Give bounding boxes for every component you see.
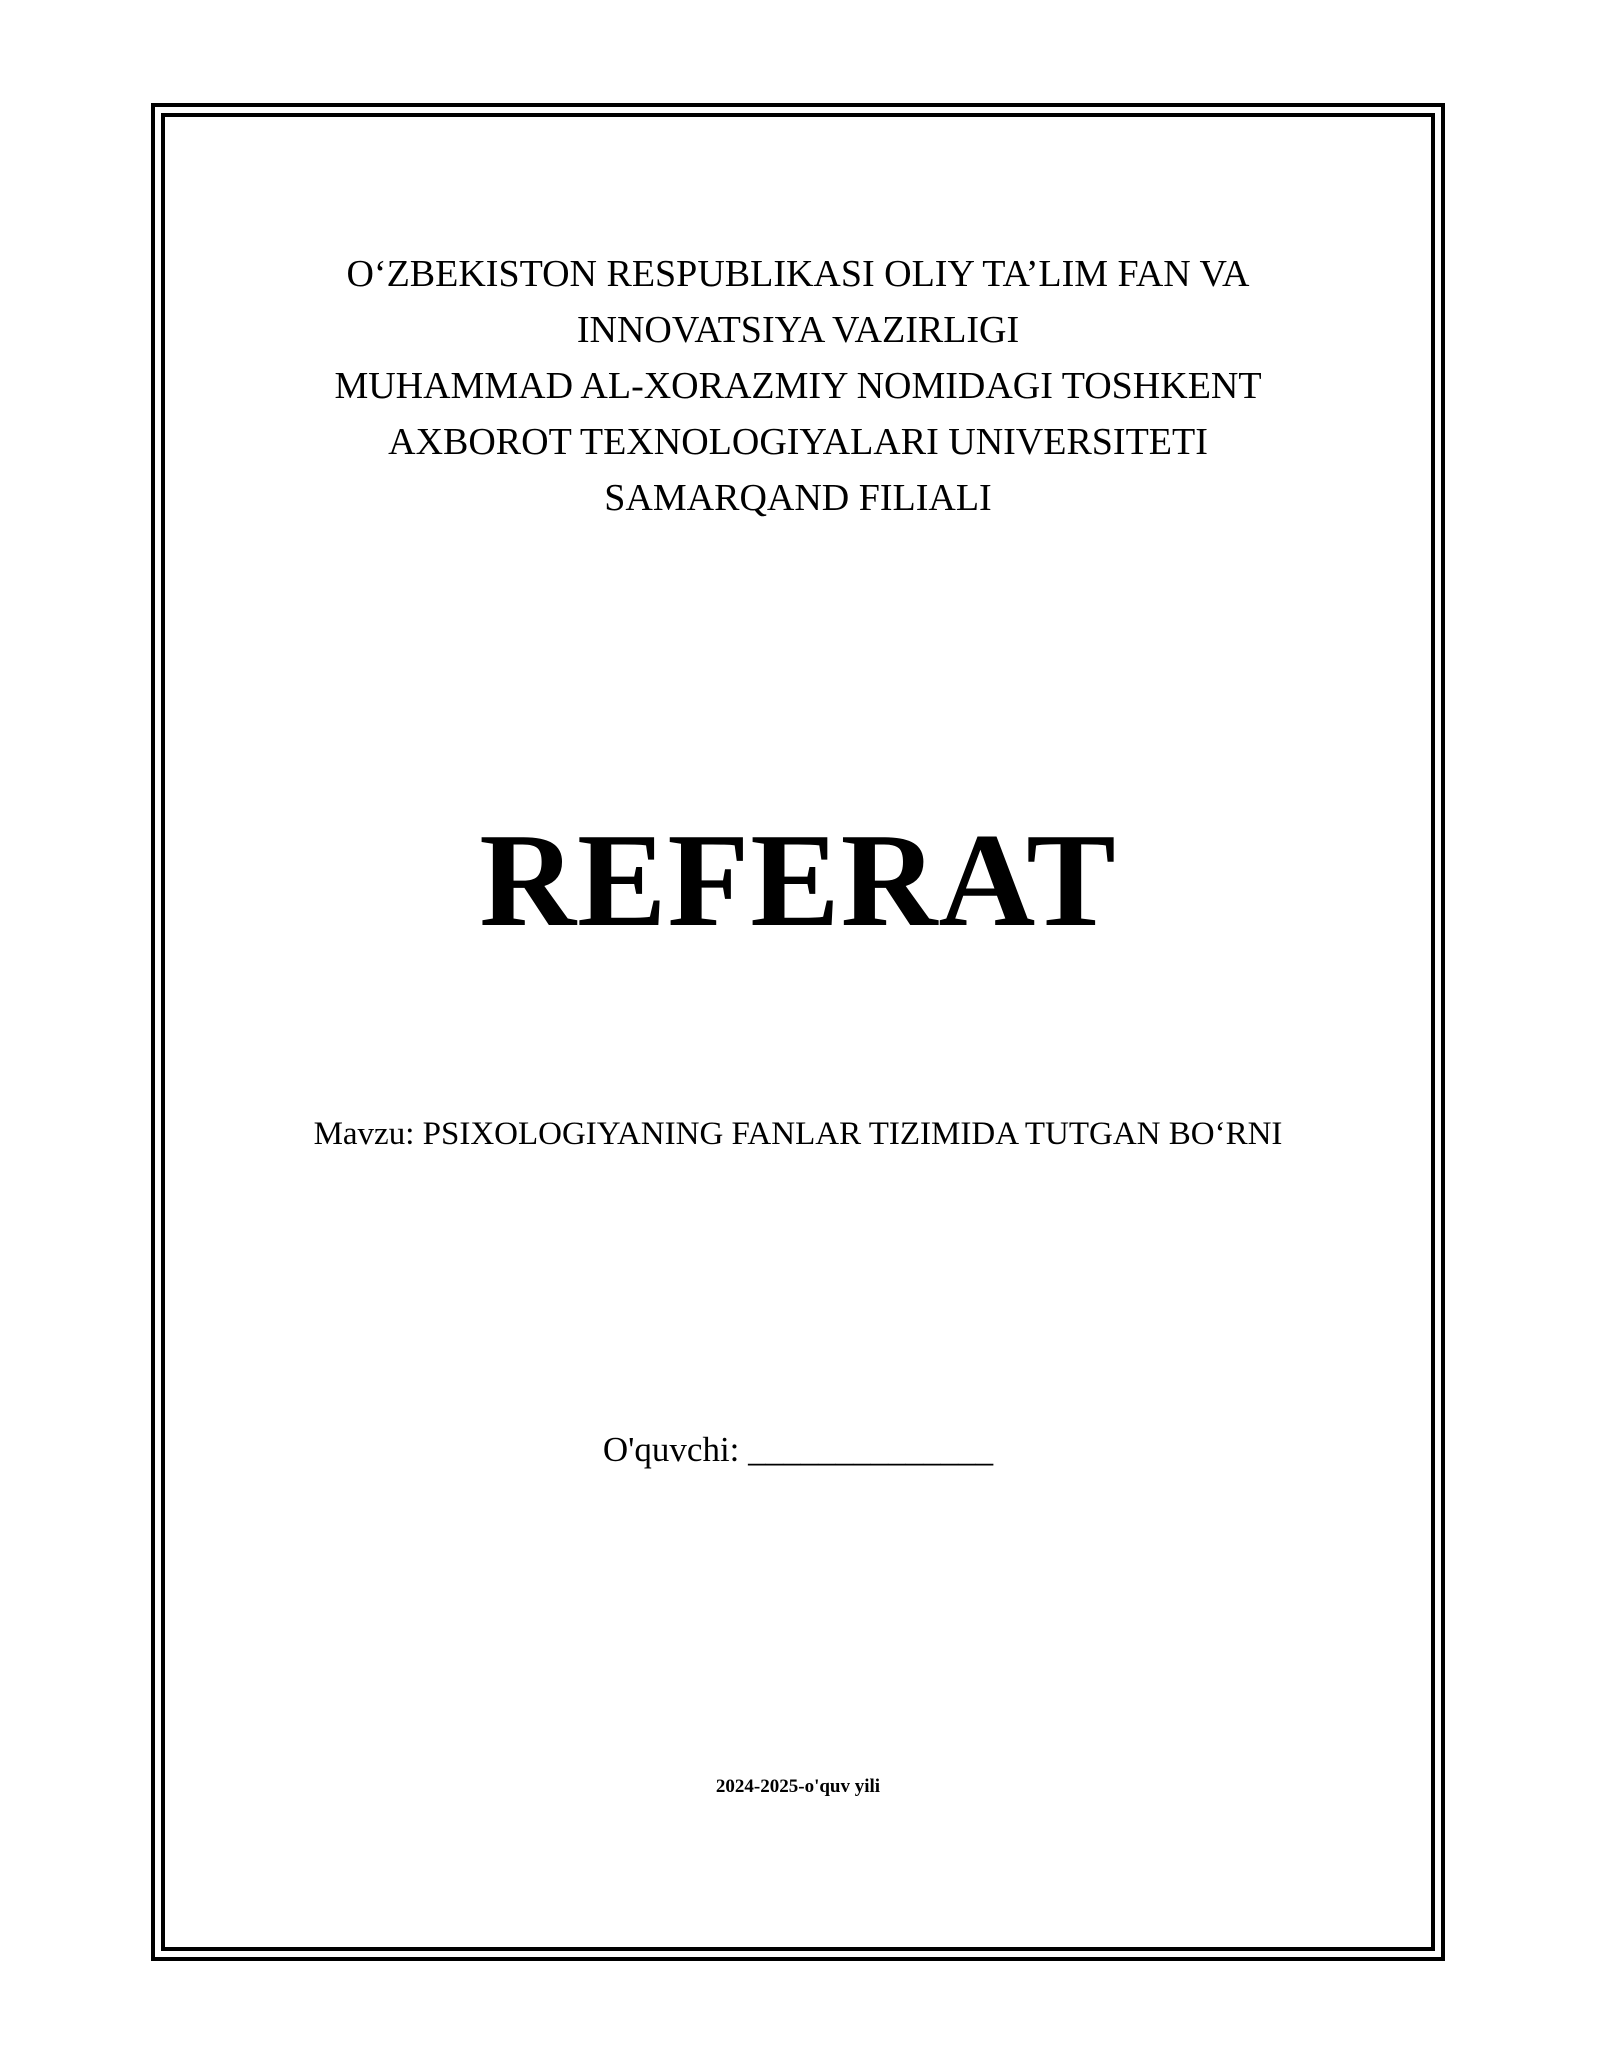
header-line-ministry-2: INNOVATSIYA VAZIRLIGI <box>576 309 1020 351</box>
student-name-line: O'quvchi: ______________ <box>602 1430 994 1469</box>
institution-header <box>161 246 1435 526</box>
header-line-ministry-1: O‘ZBEKISTON RESPUBLIKASI OLIY TA’LIM FAN VA <box>346 253 1250 295</box>
header-line-university-1: MUHAMMAD AL-XORAZMIY NOMIDAGI TOSHKENT <box>334 365 1262 407</box>
header-line-branch: SAMARQAND FILIALI <box>604 477 992 519</box>
topic-line: Mavzu: PSIXOLOGIYANING FANLAR TIZIMIDA TUTGAN BO‘RNI <box>313 1116 1283 1152</box>
document-title: REFERAT <box>479 806 1117 954</box>
header-line-university-2: AXBOROT TEXNOLOGIYALARI UNIVERSITETI <box>388 421 1208 463</box>
academic-year: 2024-2025-o'quv yili <box>715 1776 881 1797</box>
